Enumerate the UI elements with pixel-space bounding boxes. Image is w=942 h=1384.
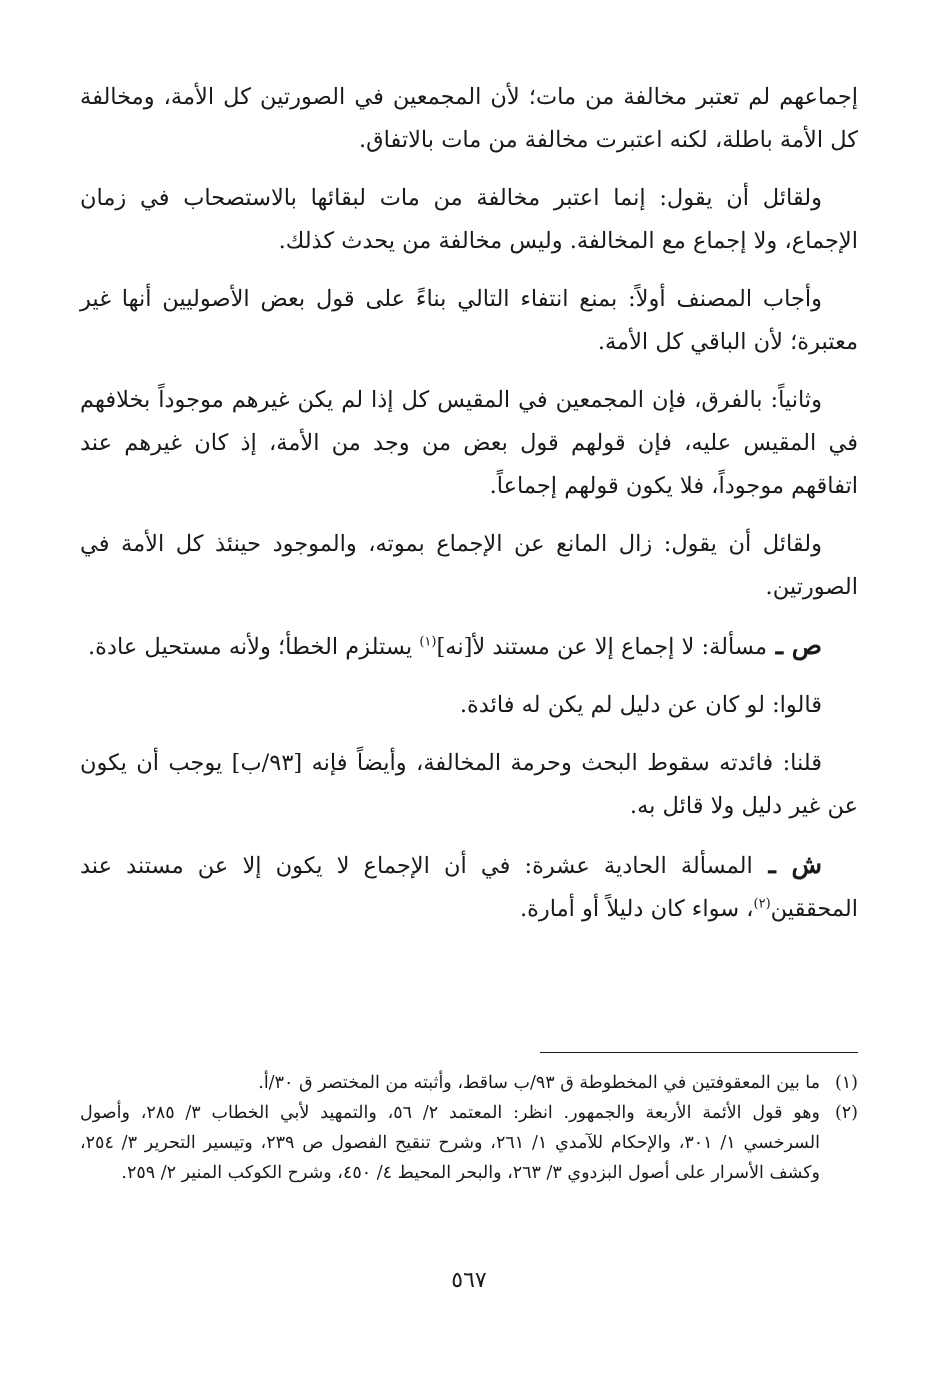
shin-marker: ش [791,850,822,879]
footnote-number: (٢) [834,1103,858,1123]
paragraph-1: إجماعهم لم تعتبر مخالفة من مات؛ لأن المجمعين في الصورتين كل الأمة، ومخالفة كل الأمة باطلة، لكنه اعتبرت مخالفة من مات بالاتفاق. [80,84,858,153]
sharh-paragraph [80,843,858,931]
sharh-text-end: ، سواء كان دليلاً أو أمارة. [519,896,754,922]
masala-text-end: يستلزم الخطأ؛ ولأنه مستحيل عادة. [88,634,420,660]
footnote-number: (١) [834,1073,858,1093]
footnote-2 [80,1098,858,1188]
main-text [80,76,858,931]
paragraph-5: ولقائل أن يقول: زال المانع عن الإجماع بموته، والموجود حينئذ كل الأمة في الصورتين. [80,531,858,600]
masala-paragraph [80,624,858,669]
shin-dash: ـ [752,850,792,879]
footnote-separator [540,1052,858,1053]
sharh-text: المسألة الحادية عشرة: في أن الإجماع لا يكون إلا عن مستند عند المحققين [80,853,858,922]
page-number: ٥٦٧ [451,1268,487,1293]
qulna-paragraph: قلنا: فائدته سقوط البحث وحرمة المخالفة، وأيضاً فإنه [٩٣/ب] يوجب أن يكون عن غير دليل ولا قائل به. [80,750,858,819]
paragraph-4: وثانياً: بالفرق، فإن المجمعين في المقيس كل إذا لم يكن غيرهم موجوداً بخلافهم في المقيس عليه، فإن قولهم قول بعض من وجد من الأمة، إذ كان غيرهم عند اتفاقهم موجوداً، فلا يكون قولهم إجماعاً. [80,387,858,499]
paragraph-2: ولقائل أن يقول: إنما اعتبر مخالفة من مات لبقائها بالاستصحاب في زمان الإجماع، ولا إجماع مع المخالفة. وليس مخالفة من يحدث كذلك. [80,185,858,254]
footnote-text: وهو قول الأئمة الأربعة والجمهور. انظر: المعتمد ٢/ ٥٦، والتمهيد لأبي الخطاب ٣/ ٢٨٥، وأصول السرخسي ١/ ٣٠١، والإحكام للآمدي ١/ ٢٦١، وشرح تنقيح الفصول ص ٢٣٩، وتيسير التحرير ٣/ ٢٥٤، وكشف الأسرار على أصول البزدوي ٣/ ٢٦٣، والبحر المحيط ٤/ ٤٥٠، وشرح الكوكب المنير ٢/ ٢٥٩. [80,1103,820,1183]
book-page [80,76,858,1384]
footnote-1 [80,1068,858,1098]
footnote-text: ما بين المعقوفتين في المخطوطة ق ٩٣/ب ساقط، وأثبته من المختصر ق ٣٠/أ. [258,1073,820,1093]
sad-marker: ص [791,631,822,660]
sad-dash: ـ [767,631,792,660]
masala-text: مسألة: لا إجماع إلا عن مستند لأ[نه] [436,634,768,660]
qalu-paragraph: قالوا: لو كان عن دليل لم يكن له فائدة. [459,692,822,718]
footnote-ref-2[interactable]: (٢) [753,896,771,912]
paragraph-3: وأجاب المصنف أولاً: بمنع انتفاء التالي بناءً على قول بعض الأصوليين أنها غير معتبرة؛ لأن الباقي كل الأمة. [80,286,858,355]
footnotes [80,1068,858,1188]
footnote-ref-1[interactable]: (١) [419,634,437,650]
